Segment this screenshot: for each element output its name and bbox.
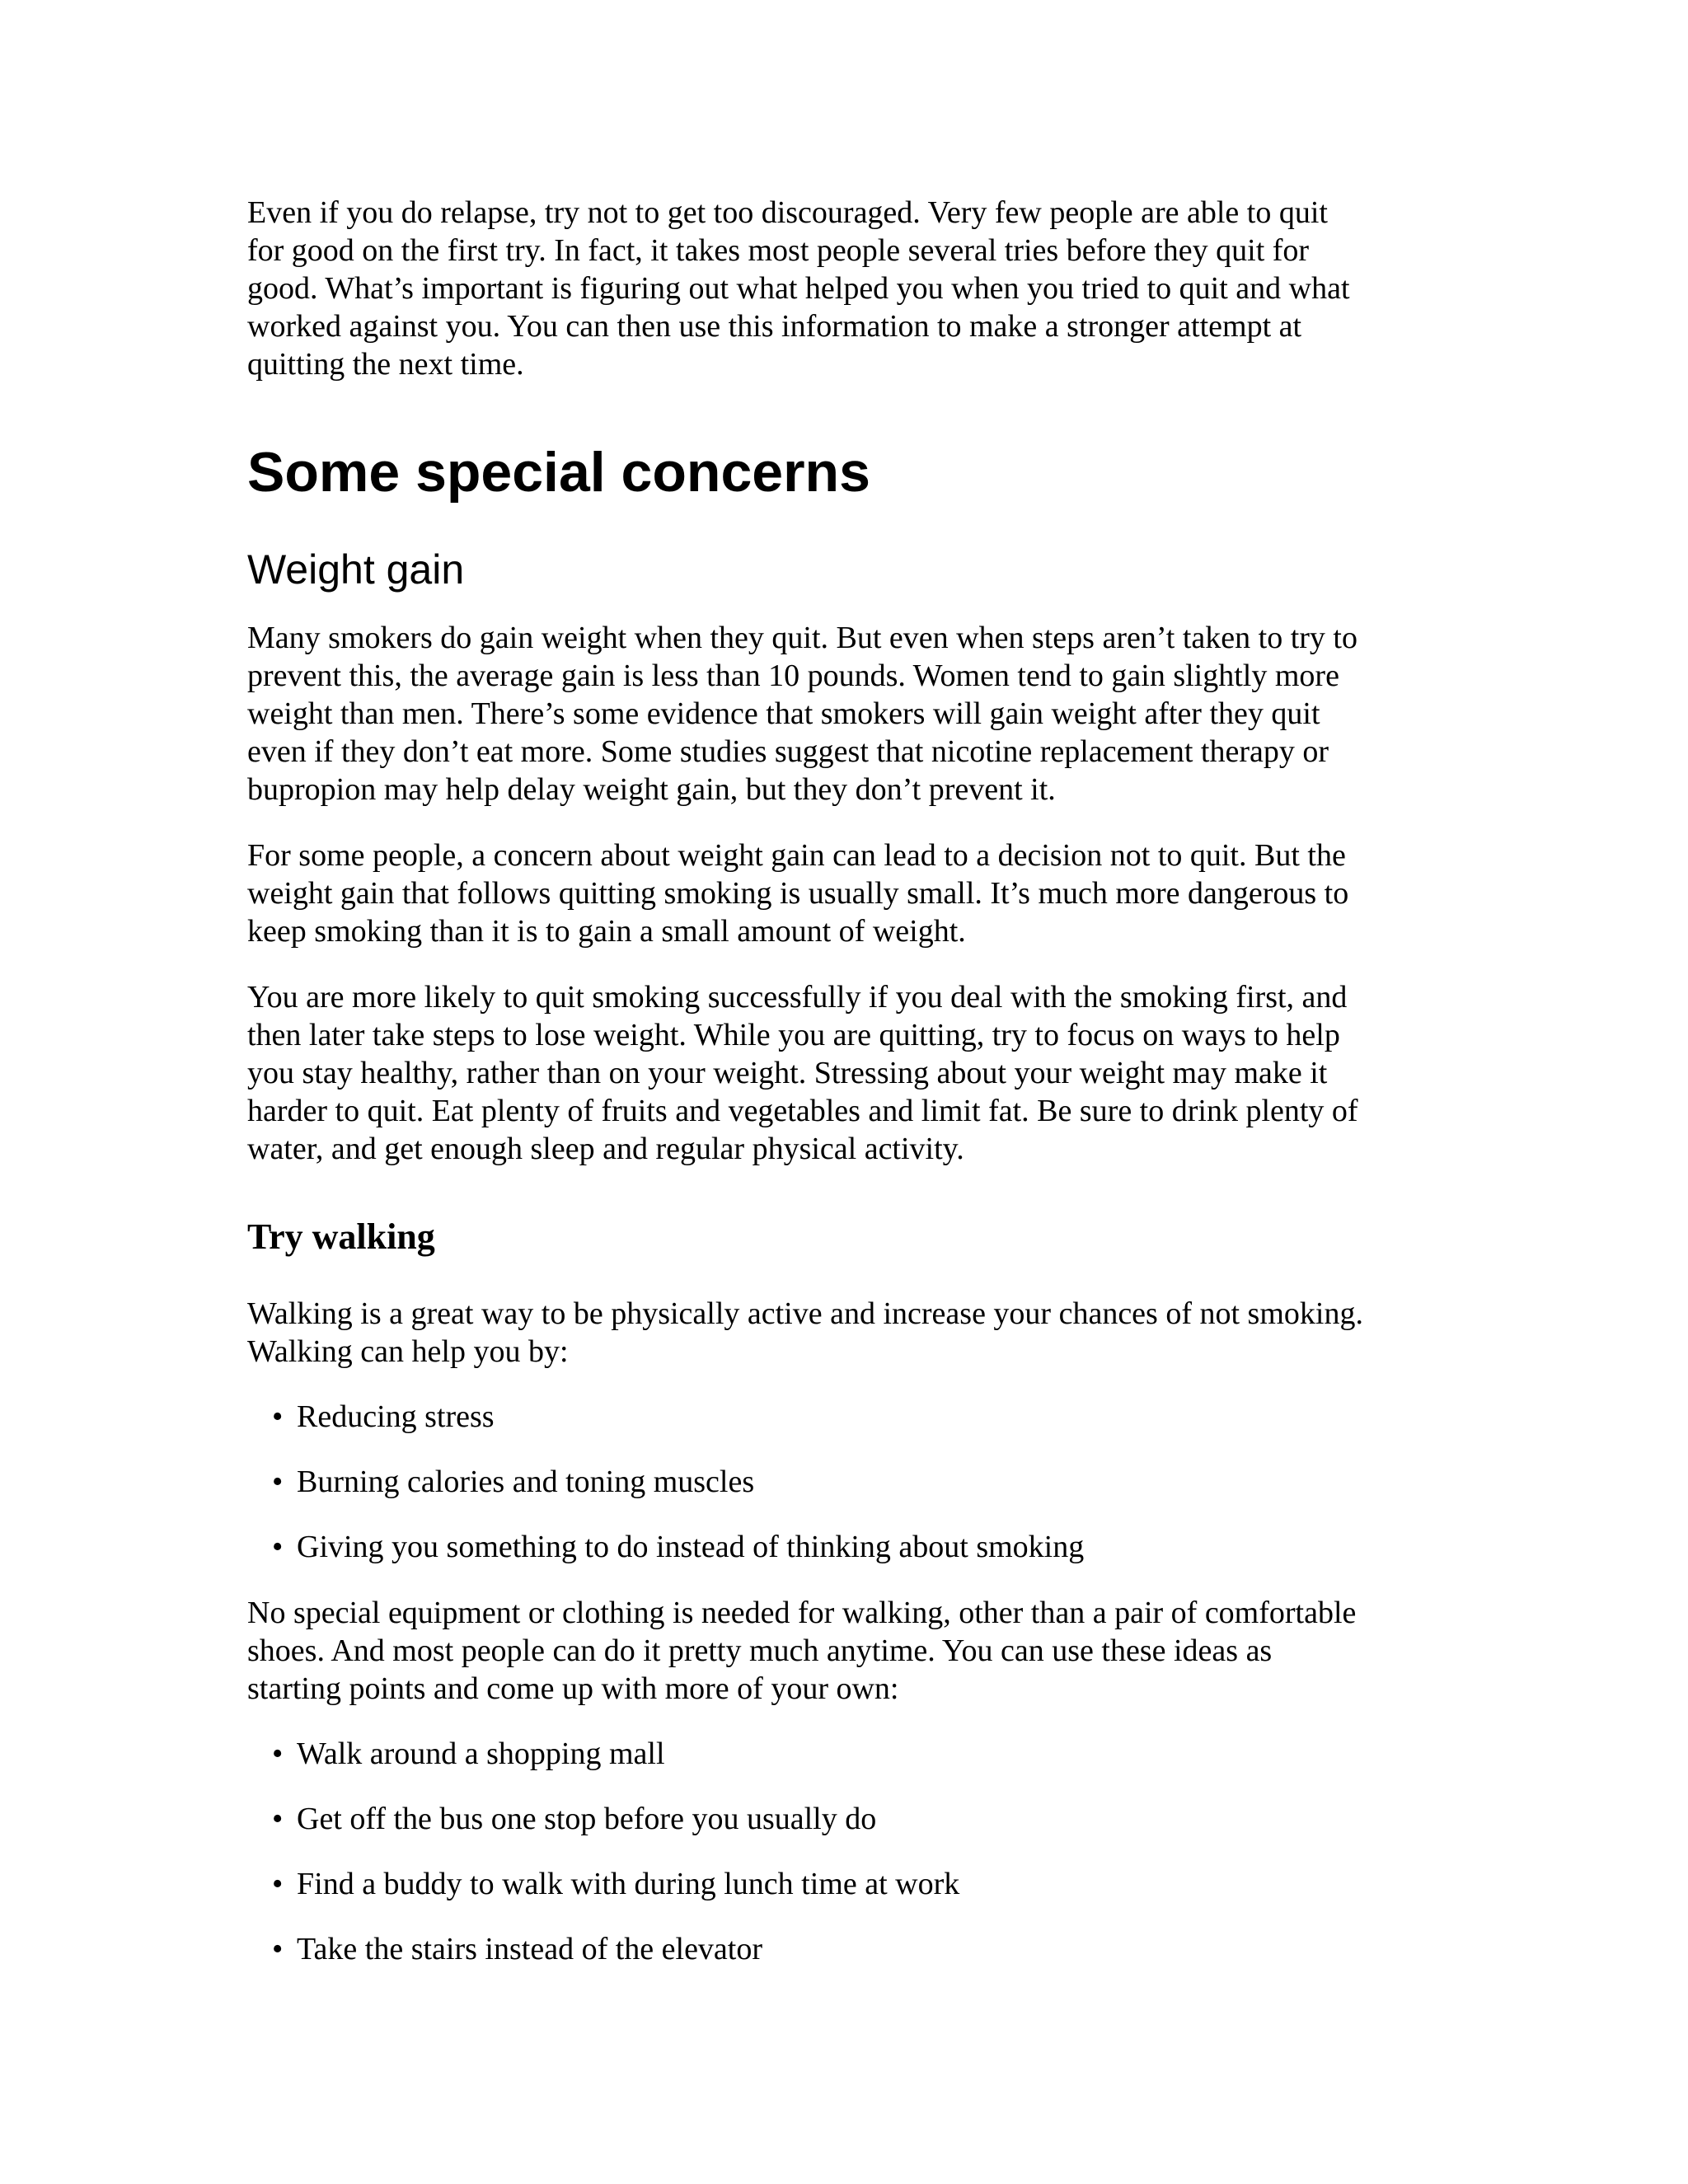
list-item — [247, 1930, 1442, 1968]
list-item — [247, 1865, 1442, 1903]
weight-gain-paragraph-2: For some people, a concern about weight gain can lead to a decision not to quit. But the weight gain that follows quitting smoking is usually small. It’s much more dangerous to keep smoking than it is to gain a small amount of weight. — [247, 838, 1349, 949]
section-title: Some special concerns — [247, 441, 870, 504]
walking-ideas-list — [247, 1735, 1442, 1968]
bullet-icon: • — [272, 1465, 284, 1499]
list-item — [247, 1528, 1442, 1566]
list-item-text: Find a buddy to walk with during lunch time at work — [297, 1867, 960, 1901]
try-walking-heading: Try walking — [247, 1216, 435, 1257]
list-item-text: Take the stairs instead of the elevator — [297, 1932, 763, 1966]
list-item-text: Walk around a shopping mall — [297, 1736, 665, 1771]
list-item-text: Giving you something to do instead of thinking about smoking — [297, 1530, 1085, 1564]
bullet-icon: • — [272, 1399, 284, 1434]
walking-benefits-list — [247, 1398, 1442, 1566]
bullet-icon: • — [272, 1802, 284, 1836]
document-page — [247, 194, 1442, 1968]
list-item — [247, 1800, 1442, 1838]
walking-ideas-paragraph: No special equipment or clothing is needed for walking, other than a pair of comfortable shoes. And most people can do it pretty much anytime. You can use these ideas as starting points and come up with more of your own: — [247, 1596, 1357, 1706]
list-item — [247, 1463, 1442, 1501]
walking-intro-paragraph: Walking is a great way to be physically active and increase your chances of not smoking. Walking can help you by: — [247, 1296, 1363, 1369]
list-item-text: Burning calories and toning muscles — [297, 1465, 755, 1499]
bullet-icon: • — [272, 1530, 284, 1564]
relapse-paragraph: Even if you do relapse, try not to get too discouraged. Very few people are able to quit for good on the first try. In fact, it takes most people several tries before they quit for good. What’s important is figuring out what helped you when you tried to quit and what worked against you. You can then use this information to make a stronger attempt at quitting the next time. — [247, 195, 1350, 382]
bullet-icon: • — [272, 1736, 284, 1771]
list-item-text: Reducing stress — [297, 1399, 495, 1434]
list-item — [247, 1735, 1442, 1773]
list-item — [247, 1398, 1442, 1436]
weight-gain-paragraph-1: Many smokers do gain weight when they quit. But even when steps aren’t taken to try to prevent this, the average gain is less than 10 pounds. Women tend to gain slightly more weight than men. There’s some evidence that smokers will gain weight after they quit even if they don’t eat more. Some studies suggest that nicotine replacement therapy or bupropion may help delay weight gain, but they don’t prevent it. — [247, 621, 1357, 807]
weight-gain-paragraph-3: You are more likely to quit smoking successfully if you deal with the smoking first, and then later take steps to lose weight. While you are quitting, try to focus on ways to help you stay healthy, rather than on your weight. Stressing about your weight may make it harder to quit. Eat plenty of fruits and vegetables and limit fat. Be sure to drink plenty of water, and get enough sleep and regular physical activity. — [247, 980, 1358, 1166]
weight-gain-heading: Weight gain — [247, 546, 465, 593]
bullet-icon: • — [272, 1867, 284, 1901]
list-item-text: Get off the bus one stop before you usually do — [297, 1802, 877, 1836]
bullet-icon: • — [272, 1932, 284, 1966]
